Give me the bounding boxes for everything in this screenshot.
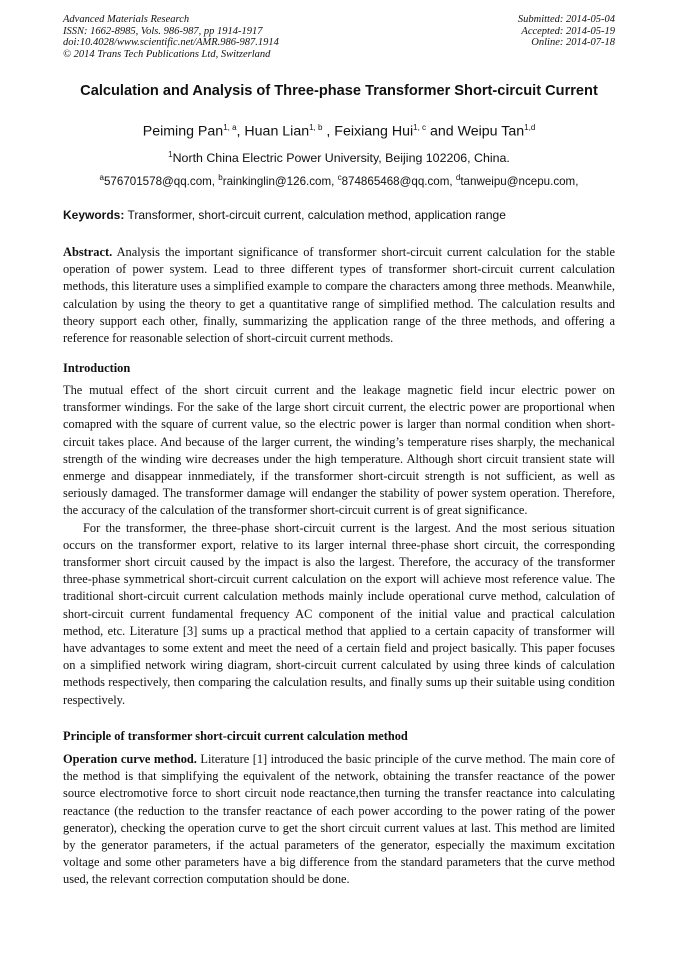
journal-header-left bbox=[63, 14, 279, 60]
keywords-text: Transformer, short-circuit current, calculation method, application range bbox=[127, 208, 506, 222]
principle-body bbox=[63, 751, 615, 889]
paper-title: Calculation and Analysis of Three-phase Transformer Short-circuit Current bbox=[80, 83, 598, 99]
abstract-text: Analysis the important significance of transformer short-circuit current calculation for the stable operation of power system. Lead to three different types of transformer short-circuit current calculation methods, this literature uses a simplified example to compare the characters among three methods. Meanwhile, calculation by using the theory to get a quantitative range of simplified method. The calculation results and theory support each other, finally, summarizing the application range of the three methods, and offering a reference for reasonable selection of short-circuit current methods. bbox=[63, 245, 615, 346]
submitted-date: Submitted: 2014-05-04 bbox=[517, 14, 615, 25]
author-affiliation-mark: 1, a bbox=[223, 123, 237, 132]
affiliation bbox=[63, 150, 615, 165]
accepted-date: Accepted: 2014-05-19 bbox=[521, 25, 615, 37]
online-date: Online: 2014-07-18 bbox=[531, 37, 615, 48]
doi-line: doi:10.4028/www.scientific.net/AMR.986-987.1914 bbox=[63, 37, 279, 48]
author-separator: , bbox=[322, 123, 335, 140]
introduction-heading: Introduction bbox=[63, 361, 131, 375]
principle-heading: Principle of transformer short-circuit current calculation method bbox=[63, 729, 408, 743]
author-separator: and bbox=[426, 123, 458, 140]
author-emails bbox=[63, 173, 615, 188]
email-address: 576701578@qq.com, bbox=[103, 174, 219, 188]
introduction-paragraph: For the transformer, the three-phase short-circuit current is the largest. And the most serious situation occurs on the transformer export, relative to its larger internal three-phase short circuit, the corresponding transformer short circuit caused by the impact is also the largest. Therefore, the accuracy of the transformer three-phase symmetrical short-circuit current calculation on the export will achieve most reference value. The traditional short-circuit current calculation methods mainly include operational curve method, calculation of short-circuit current fundamental frequency AC component of the initial value and practical calculation method, etc. Literature [3] sums up a practical method that applied to a certain capacity of transformer will have advantages to some extent and meet the need of a certain field and project basically. This paper focuses on a simplified network wiring diagram, short-circuit current calculated by using three kinds of calculation methods respectively, then comparing the calculation results, and finally sums up their suitable using condition respectively. bbox=[63, 520, 615, 707]
principle-paragraph bbox=[63, 751, 615, 889]
email-mark: c bbox=[337, 173, 342, 182]
operation-curve-method-label: Operation curve method. bbox=[63, 752, 197, 766]
introduction-paragraph: The mutual effect of the short circuit current and the leakage magnetic field incur electric power on transformer windings. For the sake of the large short circuit current, the electric power are proportional when comapred with the square of current value, so the electric power is larger than normal condition when short-circuit takes place. And because of the larger current, the winding’s temperature rises sharply, the mechanical strength of the winding wire decreases under the high temperature. Although short circuit transient state will enmerge and disappear innmediately, if the transformer short-circuit strength is not sufficient, as well as seriously damaged. The transformer damage will endanger the stability of power system operation. Therefore, the accuracy of the calculation of the transformer short-circuit current is of great significance. bbox=[63, 383, 615, 518]
author-separator: , bbox=[236, 123, 245, 140]
author-affiliation-mark: 1,d bbox=[524, 123, 536, 132]
email-mark: a bbox=[99, 173, 104, 182]
abstract-label: Abstract. bbox=[63, 245, 113, 259]
issn-line: ISSN: 1662-8985, Vols. 986-987, pp 1914-1917 bbox=[63, 25, 263, 37]
email-address: 874865468@qq.com, bbox=[341, 174, 453, 188]
author-name: Weipu Tan bbox=[457, 123, 525, 140]
copyright-line: © 2014 Trans Tech Publications Ltd, Switzerland bbox=[63, 48, 271, 60]
email-mark: d bbox=[455, 173, 461, 182]
author-list bbox=[63, 123, 615, 140]
abstract-paragraph bbox=[63, 244, 615, 347]
email-mark: b bbox=[218, 173, 223, 182]
introduction-body bbox=[63, 382, 615, 709]
journal-name: Advanced Materials Research bbox=[63, 14, 190, 25]
keywords-label: Keywords: bbox=[63, 208, 125, 222]
keywords bbox=[63, 208, 615, 222]
author-affiliation-mark: 1, b bbox=[309, 123, 323, 132]
author-name: Peiming Pan bbox=[142, 123, 224, 140]
principle-text: Literature [1] introduced the basic principle of the curve method. The main core of the method is that simplifying the equivalent of the network, obtaining the transfer reactance of the power source electromotive force to short circuit node reactance,then turning the transfer reactance into calculating reactance (the reduction to the transfer reactance of each power according to the power rating of the power generator), checking the operation curve to get the short circuit current values at last. This method are limited by the generator parameters, if the actual parameters of the generator, especially the maximum excitation voltage and some other parameters have a big difference from the standard parameters that the curve method used, the relevant correction computation should be done. bbox=[63, 752, 615, 887]
email-address: rainkinglin@126.com, bbox=[222, 174, 338, 188]
journal-header-right bbox=[518, 14, 615, 49]
email-address: tanweipu@ncepu.com, bbox=[460, 174, 579, 188]
affiliation-text: North China Electric Power University, Beijing 102206, China. bbox=[172, 151, 510, 166]
abstract bbox=[63, 244, 615, 347]
author-name: Feixiang Hui bbox=[334, 123, 414, 140]
author-name: Huan Lian bbox=[244, 123, 310, 140]
affiliation-mark: 1 bbox=[168, 150, 173, 159]
author-affiliation-mark: 1, c bbox=[413, 123, 427, 132]
